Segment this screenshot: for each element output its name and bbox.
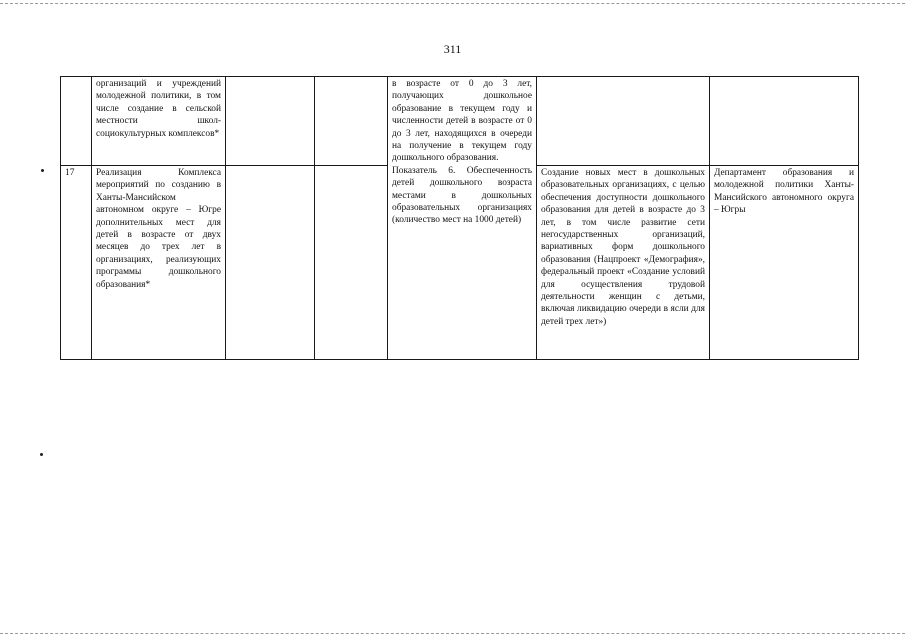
cell-measure: Реализация Комплекса мероприятий по созданию в Ханты-Мансийском автономном округе – Югре дополнительных мест для детей в возрасте от двух месяцев до трех лет в организациях, реализующих программы дошкольного образования* [92,166,226,360]
scan-edge-bottom [0,633,905,634]
program-measures-table [60,76,859,360]
cell-project [537,77,710,166]
page-number: 311 [443,42,462,56]
scan-speck [40,453,43,456]
cell-department: Департамент образования и молодежной политики Ханты-Мансийского автономного округа – Югры [710,166,859,360]
cell-empty [226,77,315,166]
cell-department [710,77,859,166]
scan-edge-top [0,3,905,4]
cell-empty [315,166,388,360]
cell-empty [315,77,388,166]
cell-empty [226,166,315,360]
cell-measure: организаций и учреждений молодежной политики, в том числе создание в сельской местности школ-социокультурных комплексов* [92,77,226,166]
table-row-continuation [61,77,859,166]
cell-number [61,77,92,166]
cell-project: Создание новых мест в дошкольных образовательных организациях, с целью обеспечения доступности дошкольного образования для детей в возрасте до 3 лет, в том числе развитие сети негосударственных организаций, вариативных форм дошкольного образования (Нацпроект «Демография», федеральный проект «Создание условий для осуществления трудовой деятельности женщин с детьми, включая ликвидацию очереди в ясли для детей трех лет») [537,166,710,360]
scan-speck [41,169,44,172]
cell-indicator: в возрасте от 0 до 3 лет, получающих дошкольное образование в текущем году и численности детей в возрасте от 0 до 3 лет, находящихся в очереди на получение в текущем году дошкольного образования. Показатель 6. Обеспеченность детей дошкольного возраста местами в дошкольных образовательных организациях (количество мест на 1000 детей) [388,77,537,360]
cell-number: 17 [61,166,92,360]
